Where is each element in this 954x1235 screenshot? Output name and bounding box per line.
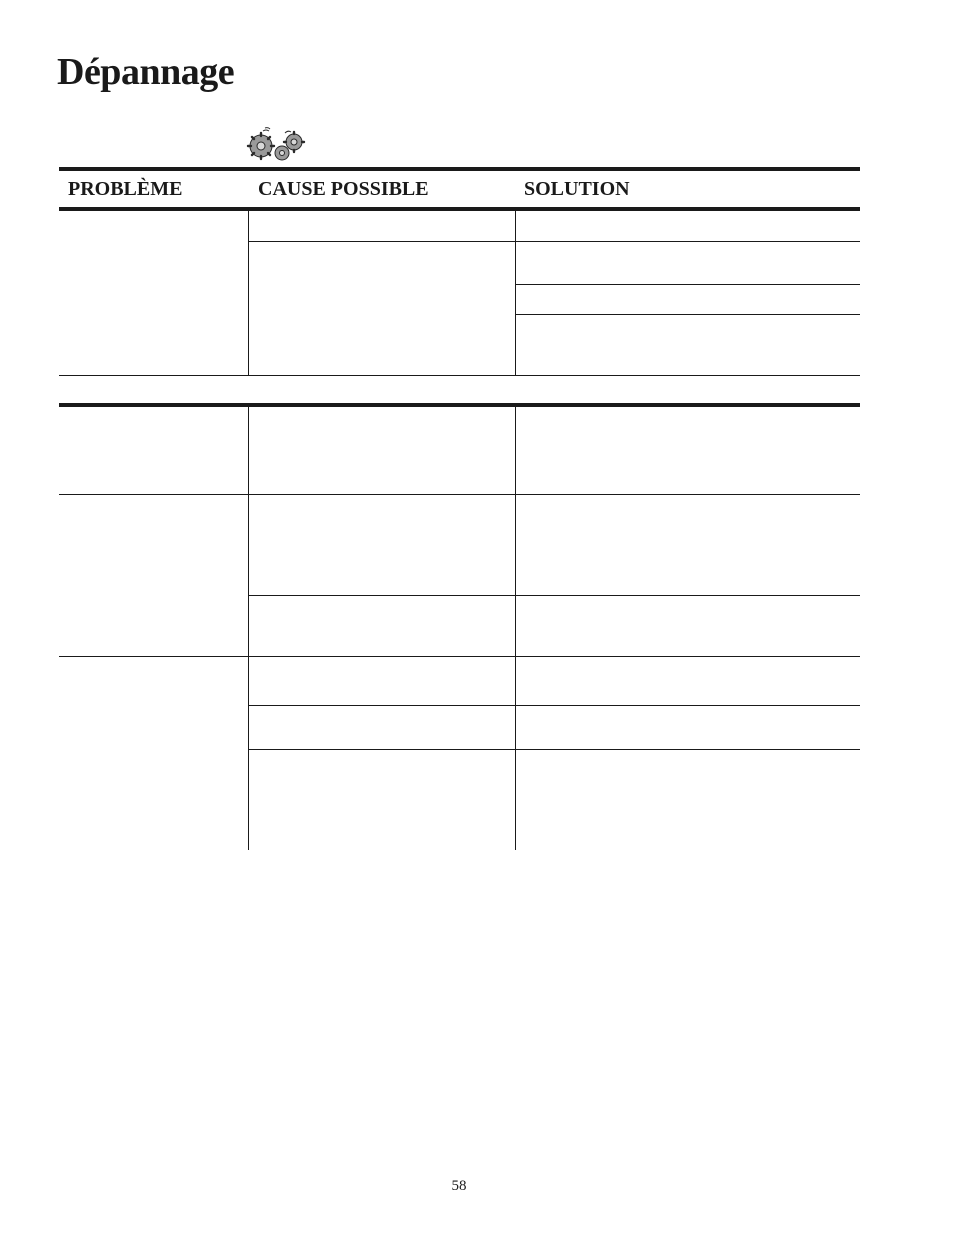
page-title: Dépannage (57, 51, 235, 93)
header-cause: CAUSE POSSIBLE (258, 178, 429, 200)
column-divider (248, 407, 249, 850)
row-rule (248, 241, 860, 242)
page-number: 58 (451, 1178, 467, 1194)
header-problem: PROBLÈME (68, 178, 183, 200)
column-divider (248, 211, 249, 376)
row-rule (248, 595, 860, 596)
row-rule (248, 749, 860, 750)
row-rule (59, 494, 860, 495)
section-rule (59, 403, 860, 407)
header-solution: SOLUTION (524, 178, 630, 200)
row-rule (515, 314, 860, 315)
row-rule (515, 284, 860, 285)
row-rule (59, 375, 860, 376)
column-divider (515, 211, 516, 376)
header-top-rule (59, 167, 860, 171)
gears-icon (245, 127, 307, 163)
column-divider (515, 407, 516, 850)
row-rule (248, 705, 860, 706)
row-rule (59, 656, 860, 657)
header-bottom-rule (59, 207, 860, 211)
